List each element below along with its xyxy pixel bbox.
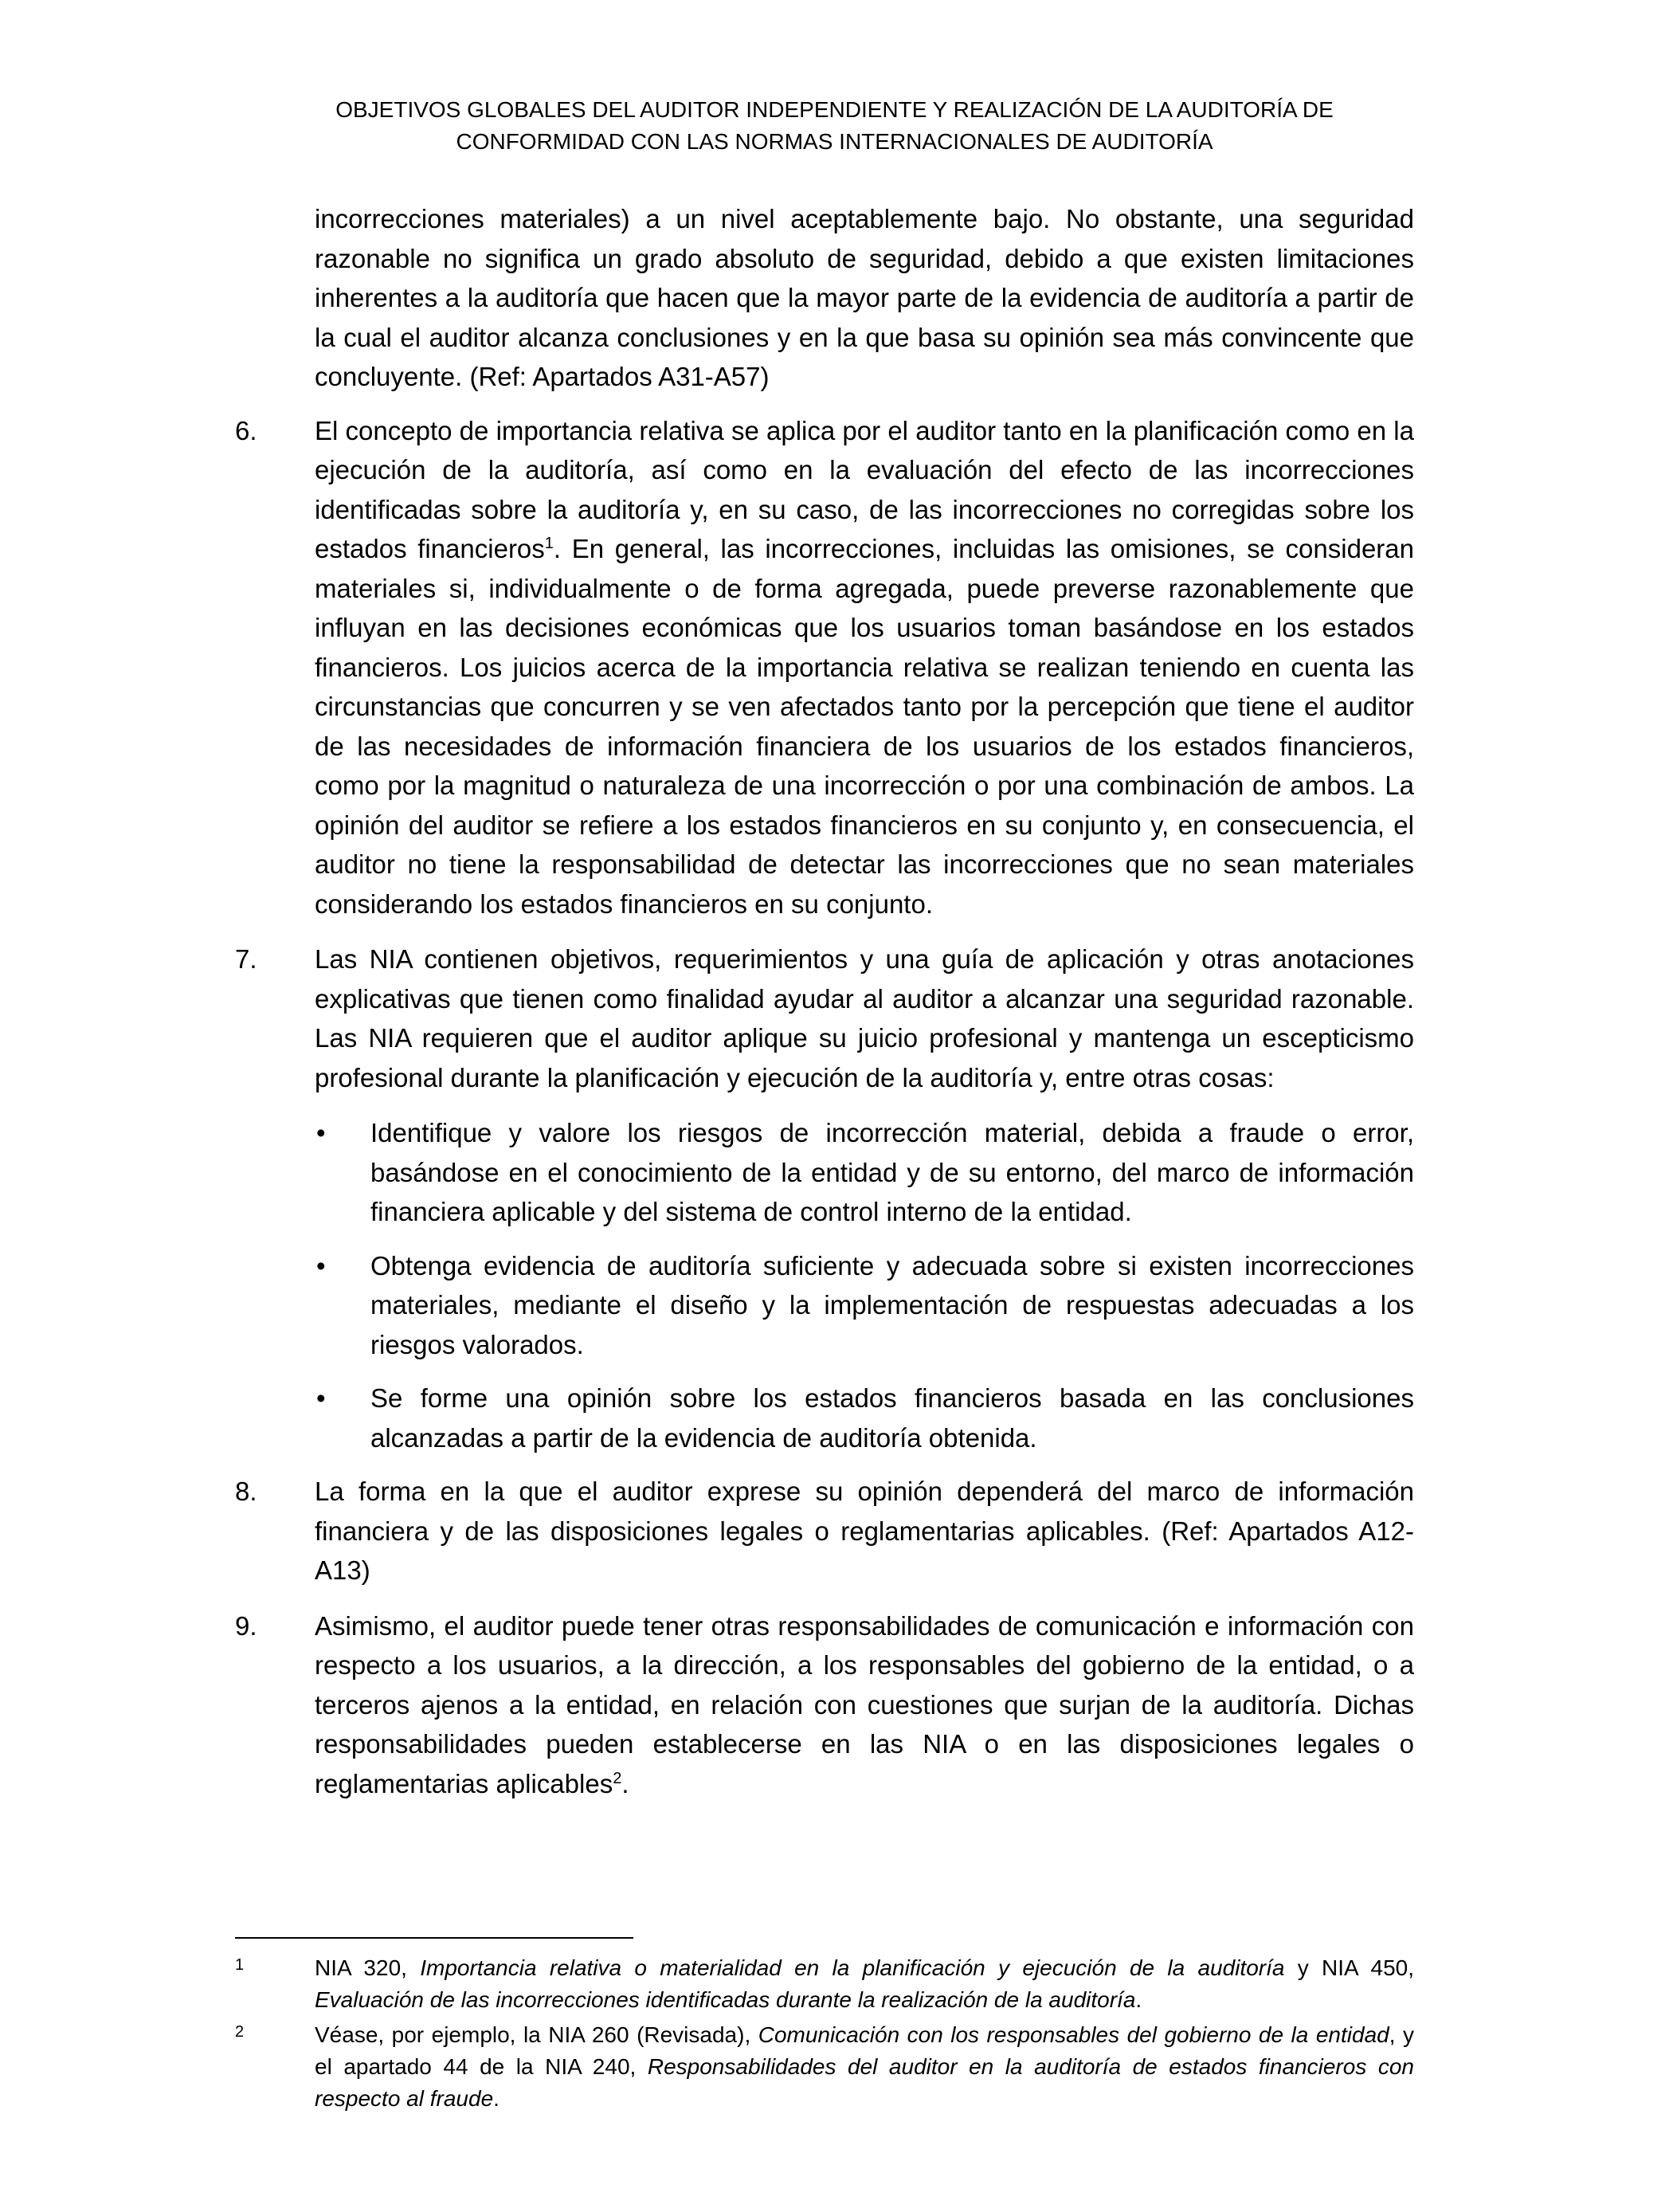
footnote-title: Responsabilidades del auditor en la auditoría de estados financieros con respecto al fraude: [315, 2054, 1415, 2111]
paragraph-7-text: Las NIA contienen objetivos, requerimientos y una guía de aplicación y otras anotaciones explicativas que tienen como finalidad ayudar al auditor a alcanzar una seguridad razonable. Las NIA requieren que el auditor aplique su juicio profesional y mantenga un escepticismo profesional durante la planificación y ejecución de la auditoría y, entre otras cosas:: [315, 944, 1414, 1092]
footnote-text: Véase, por ejemplo, la NIA 260 (Revisada),: [315, 2022, 758, 2047]
footnote-2: [235, 2019, 1414, 2115]
paragraph-6-text-b: . En general, las incorrecciones, incluidas las omisiones, se consideran materiales si, individualmente o de forma agregada, puede preverse razonablemente que influyan en las decisiones económicas que los usuarios toman basándose en los estados financieros. Los juicios acerca de la importancia relativa se realizan teniendo en cuenta las circunstancias que concurren y se ven afectados tanto por la percepción que tiene el auditor de las necesidades de información financiera de los usuarios de los estados financieros, como por la magnitud o naturaleza de una incorrección o por una combinación de ambos. La opinión del auditor se refiere a los estados financieros en su conjunto y, en consecuencia, el auditor no tiene la responsabilidad de detectar las incorrecciones que no sean materiales considerando los estados financieros en su conjunto.: [315, 534, 1414, 919]
footnote-mark: 1: [235, 1956, 245, 1974]
paragraph-number: 6.: [235, 415, 257, 445]
paragraph-number: 7.: [235, 944, 257, 974]
footnote-ref-2[interactable]: 2: [613, 1769, 622, 1787]
footnote-text: , y el apartado 44 de la NIA 240,: [315, 2022, 1414, 2079]
paragraph-8-text: La forma en la que el auditor exprese su opinión dependerá del marco de información financiera y de las disposiciones legales o reglamentarias aplicables. (Ref: Apartados A12-A13): [315, 1477, 1414, 1585]
footnote-text: y NIA 450,: [1284, 1955, 1414, 1980]
footnote-title: Importancia relativa o materialidad en la planificación y ejecución de la auditoría: [420, 1955, 1285, 1980]
paragraph-8: [235, 1472, 1414, 1590]
header-line-2: CONFORMIDAD CON LAS NORMAS INTERNACIONALES DE AUDITORÍA: [456, 129, 1213, 154]
footnote-text: .: [493, 2086, 500, 2111]
list-item-text: Obtenga evidencia de auditoría suficiente y adecuada sobre si existen incorrecciones materiales, mediante el diseño y la implementación de respuestas adecuadas a los riesgos valorados.: [370, 1250, 1414, 1359]
footnote-text: NIA 320,: [315, 1955, 421, 1980]
footnotes: [235, 1952, 1414, 2118]
list-item: [235, 1379, 1414, 1457]
list-item-text: Identifique y valore los riesgos de incorrección material, debida a fraude o error, basándose en el conocimiento de la entidad y de su entorno, del marco de información financiera aplicable y del sistema de control interno de la entidad.: [370, 1118, 1414, 1226]
paragraph-9-text: [315, 1606, 1414, 1804]
footnote-text: .: [1135, 1987, 1142, 2012]
bullet-list: [235, 1113, 1414, 1457]
bullet-icon: •: [316, 1118, 326, 1147]
running-header: [0, 94, 1669, 158]
paragraph-9-text-a: Asimismo, el auditor puede tener otras responsabilidades de comunicación e información con respecto a los usuarios, a la dirección, a los responsables del gobierno de la entidad, o a terceros ajenos a la entidad, en relación con cuestiones que surjan de la auditoría. Dichas responsabilidades pueden establecerse en las NIA o en las disposiciones legales o reglamentarias aplicables: [315, 1610, 1414, 1798]
paragraph-9-text-b: .: [621, 1768, 629, 1798]
paragraph-6: [235, 411, 1414, 924]
footnote-divider: [235, 1937, 633, 1939]
list-item: [235, 1113, 1414, 1232]
bullet-icon: •: [316, 1383, 326, 1413]
continued-paragraph: incorrecciones materiales) a un nivel aceptablemente bajo. No obstante, una seguridad razonable no significa un grado absoluto de seguridad, debido a que existen limitaciones inherentes a la auditoría que hacen que la mayor parte de la evidencia de auditoría a partir de la cual el auditor alcanza conclusiones y en la que basa su opinión sea más convincente que concluyente. (Ref: Apartados A31-A57): [315, 204, 1414, 391]
paragraph-7: [235, 939, 1414, 1097]
footnote-1: [235, 1952, 1414, 2016]
paragraph-9: [235, 1606, 1414, 1804]
paragraph-number: 8.: [235, 1477, 257, 1506]
paragraph-number: 9.: [235, 1610, 257, 1641]
paragraph-6-text: [315, 411, 1414, 924]
bullet-icon: •: [316, 1250, 326, 1281]
footnote-ref-1[interactable]: 1: [544, 535, 554, 552]
header-line-1: OBJETIVOS GLOBALES DEL AUDITOR INDEPENDIENTE Y REALIZACIÓN DE LA AUDITORÍA DE: [335, 97, 1334, 122]
footnote-mark: 2: [235, 2023, 245, 2041]
footnote-title: Evaluación de las incorrecciones identificadas durante la realización de la auditoría: [315, 1987, 1136, 2012]
footnote-title: Comunicación con los responsables del gobierno de la entidad: [758, 2022, 1389, 2047]
list-item: [235, 1246, 1414, 1365]
list-item-text: Se forme una opinión sobre los estados financieros basada en las conclusiones alcanzadas a partir de la evidencia de auditoría obtenida.: [370, 1383, 1414, 1453]
paragraph-6-text-a: El concepto de importancia relativa se aplica por el auditor tanto en la planificación como en la ejecución de la auditoría, así como en la evaluación del efecto de las incorrecciones identificadas sobre la auditoría y, en su caso, de las incorrecciones no corregidas sobre los estados financieros: [315, 415, 1414, 563]
main-body: [235, 199, 1414, 1819]
